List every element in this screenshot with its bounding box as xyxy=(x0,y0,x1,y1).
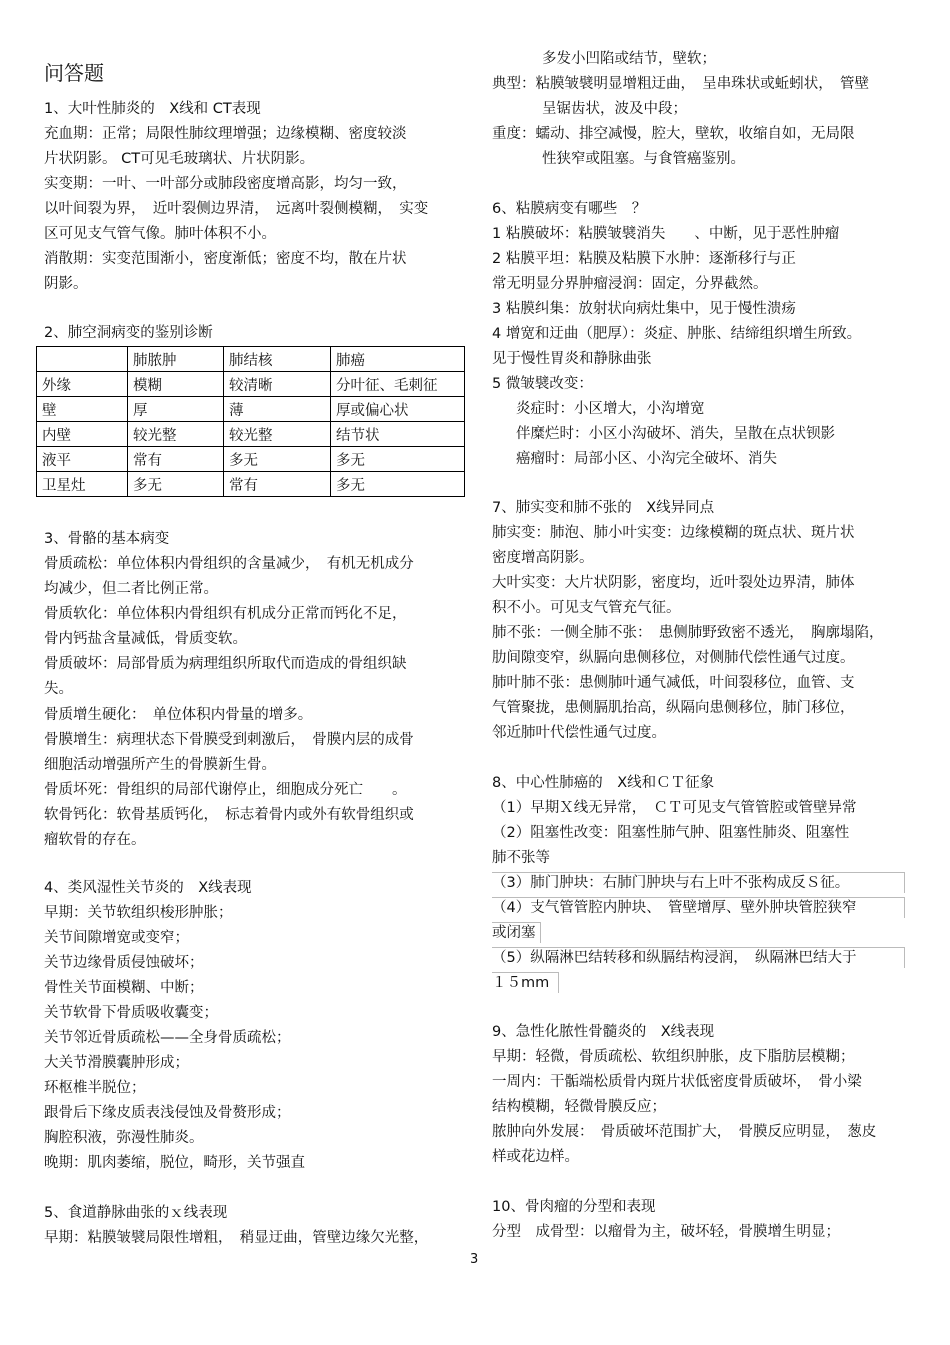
q8-line: 肺不张等 xyxy=(492,850,550,866)
q6-line: 2 粘膜平坦：粘膜及粘膜下水肿：逐渐移行与正 xyxy=(492,251,796,267)
table-cell: 较清晰 xyxy=(224,372,331,397)
q7-line: 大叶实变：大片状阴影，密度均，近叶裂处边界清，肺体 xyxy=(492,575,855,591)
q6-heading: 6、粘膜病变有哪些 ？ xyxy=(492,201,647,217)
q6-line: 伴糜烂时：小区小沟破坏、消失，呈散在点状钡影 xyxy=(516,426,835,442)
q5-heading: 5、食道静脉曲张的ｘ线表现 xyxy=(44,1205,228,1221)
q10-heading: 10、骨肉瘤的分型和表现 xyxy=(492,1199,656,1215)
q1-line: 片状阴影。 CT可见毛玻璃状、片状阴影。 xyxy=(44,151,315,167)
q4-line: 关节邻近骨质疏松——全身骨质疏松； xyxy=(44,1030,291,1046)
q2-heading: 2、肺空洞病变的鉴别诊断 xyxy=(44,325,213,341)
table-row xyxy=(37,447,465,472)
table-cell: 内壁 xyxy=(37,422,128,447)
q4-heading: 4、类风湿性关节炎的 X线表现 xyxy=(44,880,252,896)
table-cell: 较光整 xyxy=(128,422,224,447)
table-cell: 多无 xyxy=(224,447,331,472)
q1-line: 充血期：正常；局限性肺纹理增强；边缘模糊、密度较淡 xyxy=(44,126,407,142)
q7-line: 肺实变：肺泡、肺小叶实变：边缘模糊的斑点状、斑片状 xyxy=(492,525,855,541)
q9-line: 结构模糊，轻微骨膜反应； xyxy=(492,1099,666,1115)
q1-line: 区可见支气管气像。肺叶体积不小。 xyxy=(44,226,276,242)
table-cell: 模糊 xyxy=(128,372,224,397)
q3-line: 软骨钙化：软骨基质钙化， 标志着骨内或外有软骨组织或 xyxy=(44,807,414,823)
q1-line: 以叶间裂为界， 近叶裂侧边界清， 远离叶裂侧模糊， 实变 xyxy=(44,201,429,217)
q3-line: 均减少，但二者比例正常。 xyxy=(44,581,218,597)
q3-line: 骨质疏松：单位体积内骨组织的含量减少， 有机无机成分 xyxy=(44,556,414,572)
q6-line: 癌瘤时：局部小区、小沟完全破坏、消失 xyxy=(516,451,777,467)
q7-line: 气管聚拢，患侧膈肌抬高，纵隔向患侧移位，肺门移位， xyxy=(492,700,855,716)
q8-line: 或闭塞 xyxy=(492,922,541,943)
q5-line: 典型：粘膜皱襞明显增粗迂曲， 呈串珠状或蚯蚓状， 管壁 xyxy=(492,76,869,92)
q4-line: 大关节滑膜囊肿形成； xyxy=(44,1055,189,1071)
table-cell: 厚 xyxy=(128,397,224,422)
q10-line: 分型 成骨型：以瘤骨为主，破坏轻，骨膜增生明显； xyxy=(492,1224,840,1240)
table-cell: 液平 xyxy=(37,447,128,472)
q3-heading: 3、骨骼的基本病变 xyxy=(44,531,170,547)
q7-line: 密度增高阴影。 xyxy=(492,550,594,566)
q4-line: 晚期：肌肉萎缩，脱位，畸形，关节强直 xyxy=(44,1155,305,1171)
table-cell: 卫星灶 xyxy=(37,472,128,497)
table-cell: 多无 xyxy=(331,447,465,472)
q6-line: 见于慢性胃炎和静脉曲张 xyxy=(492,351,652,367)
q1-line: 消散期：实变范围渐小，密度渐低；密度不均，散在片状 xyxy=(44,251,407,267)
q4-line: 胸腔积液，弥漫性肺炎。 xyxy=(44,1130,204,1146)
q6-line: 3 粘膜纠集：放射状向病灶集中，见于慢性溃疡 xyxy=(492,301,796,317)
table-cell: 厚或偏心状 xyxy=(331,397,465,422)
q3-line: 骨内钙盐含量减低，骨质变软。 xyxy=(44,631,247,647)
page-number: 3 xyxy=(470,1252,479,1267)
q8-line: （5）纵隔淋巴结转移和纵膈结构浸润， 纵隔淋巴结大于 xyxy=(492,947,905,968)
q9-line: 脓肿向外发展： 骨质破坏范围扩大， 骨膜反应明显， 葱皮 xyxy=(492,1124,877,1140)
q6-line: 1 粘膜破坏：粘膜皱襞消失 、中断，见于恶性肿瘤 xyxy=(492,226,840,242)
table-header-row xyxy=(37,347,465,372)
table-row xyxy=(37,472,465,497)
q6-line: 5 微皱襞改变： xyxy=(492,376,593,392)
q8-line: １５mm xyxy=(492,972,559,993)
q6-line: 4 增宽和迂曲（肥厚）：炎症、肿胀、结缔组织增生所致。 xyxy=(492,326,862,342)
table-cell: 结节状 xyxy=(331,422,465,447)
table-cell: 外缘 xyxy=(37,372,128,397)
q4-line: 环枢椎半脱位； xyxy=(44,1080,146,1096)
table-cell xyxy=(37,347,128,372)
cavity-diagnosis-table xyxy=(36,346,465,497)
q3-line: 骨质增生硬化： 单位体积内骨量的增多。 xyxy=(44,707,313,723)
q5-line: 性狭窄或阻塞。与食管癌鉴别。 xyxy=(542,151,745,167)
q1-line: 实变期：一叶、一叶部分或肺段密度增高影，均匀一致， xyxy=(44,176,407,192)
q7-line: 肺不张：一侧全肺不张： 患侧肺野致密不透光， 胸廓塌陷， xyxy=(492,625,884,641)
q3-line: 骨质软化：单位体积内骨组织有机成分正常而钙化不足， xyxy=(44,606,407,622)
q6-line: 炎症时：小区增大，小沟增宽 xyxy=(516,401,705,417)
q5-line: 多发小凹陷或结节，壁软； xyxy=(542,51,716,67)
q4-line: 跟骨后下缘皮质表浅侵蚀及骨赘形成； xyxy=(44,1105,291,1121)
q5-line: 重度：蠕动、排空减慢，腔大，壁软，收缩自如，无局限 xyxy=(492,126,855,142)
q3-line: 失。 xyxy=(44,681,73,697)
table-cell: 常有 xyxy=(224,472,331,497)
table-cell: 常有 xyxy=(128,447,224,472)
q7-line: 邻近肺叶代偿性通气过度。 xyxy=(492,725,666,741)
q9-heading: 9、急性化脓性骨髓炎的 X线表现 xyxy=(492,1024,715,1040)
table-cell: 多无 xyxy=(128,472,224,497)
q8-line: （4）支气管管腔内肿块、 管壁增厚、壁外肿块管腔狭窄 xyxy=(492,897,905,918)
q1-line: 阴影。 xyxy=(44,276,88,292)
table-row xyxy=(37,372,465,397)
table-cell: 肺脓肿 xyxy=(128,347,224,372)
table-row xyxy=(37,422,465,447)
q9-line: 早期：轻微，骨质疏松、软组织肿胀，皮下脂肪层模糊； xyxy=(492,1049,855,1065)
q3-line: 骨质坏死：骨组织的局部代谢停止，细胞成分死亡 。 xyxy=(44,782,407,798)
table-cell: 肺结核 xyxy=(224,347,331,372)
q9-line: 样或花边样。 xyxy=(492,1149,579,1165)
q3-line: 瘤软骨的存在。 xyxy=(44,832,146,848)
q4-line: 关节间隙增宽或变窄； xyxy=(44,930,189,946)
q9-line: 一周内：干骺端松质骨内斑片状低密度骨质破坏， 骨小梁 xyxy=(492,1074,862,1090)
table-cell: 较光整 xyxy=(224,422,331,447)
q4-line: 关节边缘骨质侵蚀破坏； xyxy=(44,955,204,971)
table-cell: 薄 xyxy=(224,397,331,422)
q3-line: 骨膜增生：病理状态下骨膜受到刺激后， 骨膜内层的成骨 xyxy=(44,732,414,748)
q4-line: 关节软骨下骨质吸收囊变； xyxy=(44,1005,218,1021)
table-cell: 多无 xyxy=(331,472,465,497)
table-cell: 分叶征、毛刺征 xyxy=(331,372,465,397)
q7-line: 肺叶肺不张：患侧肺叶通气减低，叶间裂移位，血管、支 xyxy=(492,675,855,691)
q6-line: 常无明显分界肿瘤浸润：固定，分界截然。 xyxy=(492,276,768,292)
q5-line: 早期：粘膜皱襞局限性增粗， 稍显迂曲，管壁边缘欠光整， xyxy=(44,1230,429,1246)
table-cell: 壁 xyxy=(37,397,128,422)
q8-line: （1）早期Ｘ线无异常， ＣＴ可见支气管管腔或管壁异常 xyxy=(492,800,857,816)
q8-line: （3）肺门肿块：右肺门肿块与右上叶不张构成反Ｓ征。 xyxy=(492,872,905,893)
q5-line: 呈锯齿状，波及中段； xyxy=(542,101,687,117)
q8-heading: 8、中心性肺癌的 X线和ＣＴ征象 xyxy=(492,775,715,791)
q3-line: 细胞活动增强所产生的骨膜新生骨。 xyxy=(44,757,276,773)
table-cell: 肺癌 xyxy=(331,347,465,372)
page-title: 问答题 xyxy=(44,61,104,85)
q1-heading: 1、大叶性肺炎的 X线和 CT表现 xyxy=(44,101,261,117)
q4-line: 骨性关节面模糊、中断； xyxy=(44,980,204,996)
table-row xyxy=(37,397,465,422)
q8-line: （2）阻塞性改变：阻塞性肺气肿、阻塞性肺炎、阻塞性 xyxy=(492,825,850,841)
q4-line: 早期：关节软组织梭形肿胀； xyxy=(44,905,233,921)
q7-heading: 7、肺实变和肺不张的 X线异同点 xyxy=(492,500,715,516)
q3-line: 骨质破坏：局部骨质为病理组织所取代而造成的骨组织缺 xyxy=(44,656,407,672)
q7-line: 积不小。可见支气管充气征。 xyxy=(492,600,681,616)
q7-line: 肋间隙变窄，纵膈向患侧移位，对侧肺代偿性通气过度。 xyxy=(492,650,855,666)
